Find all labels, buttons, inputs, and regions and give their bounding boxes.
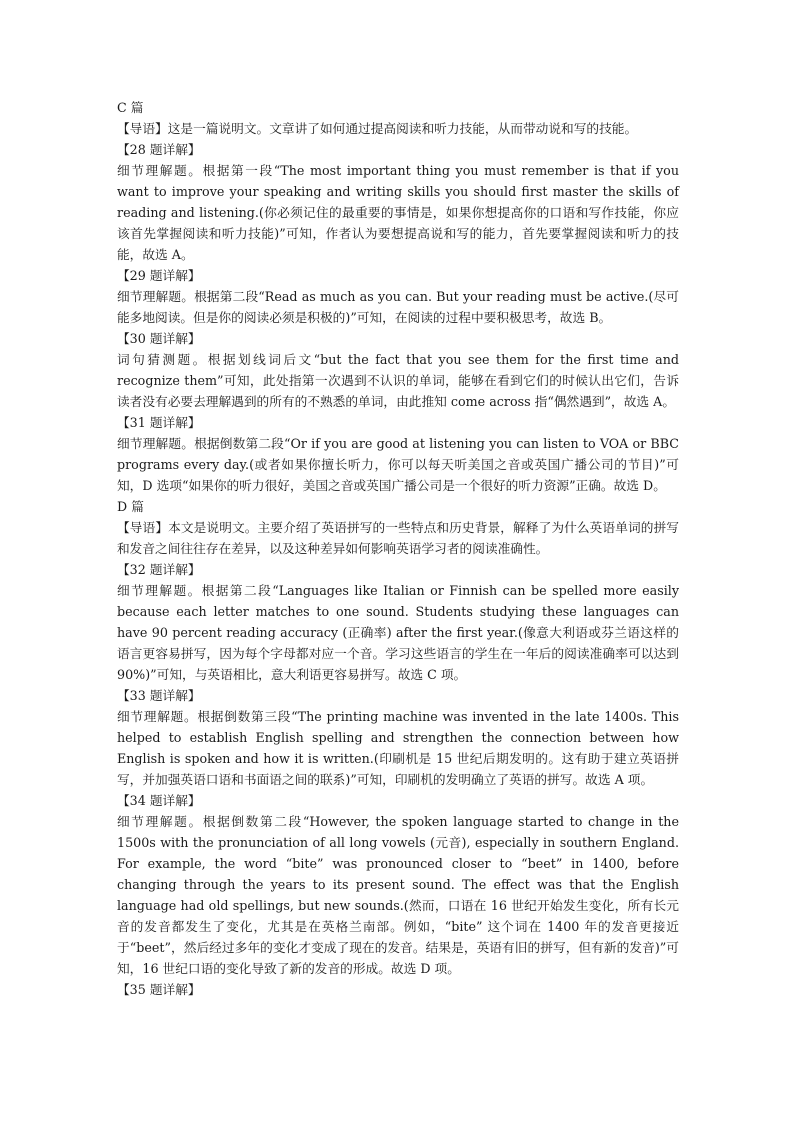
explanation-paragraph: 细节理解题。根据第二段“Read as much as you can. But your reading must be active.(尽可能多地阅读。但是你的阅读必须是积极的)”可知，在阅读的过程中要积极思考，故选 B。 — [117, 289, 679, 325]
question-heading: 【34 题详解】 — [117, 793, 201, 808]
explanation-paragraph: 词句猜测题。根据划线词后文“but the fact that you see them for the first time and recognize them”可知，此处指第一次遇到不认识的单词，能够在看到它们的时候认出它们，告诉读者没有必要去理解遇到的所有的不熟悉的单词，由此推知 come across 指“偶然遇到”，故选 A。 — [117, 352, 679, 409]
explanation-paragraph: 【导语】这是一篇说明文。文章讲了如何通过提高阅读和听力技能，从而带动说和写的技能。 — [117, 121, 638, 136]
answer-explanation-document — [117, 97, 679, 1000]
section-heading: D 篇 — [117, 499, 144, 514]
question-heading: 【33 题详解】 — [117, 688, 201, 703]
explanation-paragraph: 细节理解题。根据第一段“The most important thing you must remember is that if you want to improve your speaking and writing skills you should first master the skills of reading and listening.(你必须记住的最重要的事情是，如果你想提高你的口语和写作技能，你应该首先掌握阅读和听力技能)”可知，作者认为要想提高说和写的能力，首先要掌握阅读和听力的技能，故选 A。 — [117, 163, 679, 262]
question-heading: 【31 题详解】 — [117, 415, 201, 430]
question-heading: 【35 题详解】 — [117, 982, 201, 997]
explanation-paragraph: 【导语】本文是说明文。主要介绍了英语拼写的一些特点和历史背景，解释了为什么英语单词的拼写和发音之间往往存在差异，以及这种差异如何影响英语学习者的阅读准确性。 — [117, 520, 679, 556]
explanation-paragraph: 细节理解题。根据倒数第三段“The printing machine was invented in the late 1400s. This helped to establish English spelling and strengthen the connection between how English is spoken and how it is written.(印刷机是 15 世纪后期发明的。这有助于建立英语拼写，并加强英语口语和书面语之间的联系)”可知，印刷机的发明确立了英语的拼写。故选 A 项。 — [117, 709, 679, 787]
question-heading: 【32 题详解】 — [117, 562, 201, 577]
explanation-paragraph: 细节理解题。根据倒数第二段“However, the spoken language started to change in the 1500s with the pronunciation of all long vowels (元音), especially in southern England. For example, the word “bite” was pronounced closer to “beet” in 1400, before changing through the years to its present sound. The effect was that the English language had old spellings, but new sounds.(然而，口语在 16 世纪开始发生变化，所有长元音的发音都发生了变化，尤其是在英格兰南部。例如，“bite” 这个词在 1400 年的发音更接近于“beet”，然后经过多年的变化才变成了现在的发音。结果是，英语有旧的拼写，但有新的发音)”可知，16 世纪口语的变化导致了新的发音的形成。故选 D 项。 — [117, 814, 679, 976]
question-heading: 【30 题详解】 — [117, 331, 201, 346]
question-heading: 【28 题详解】 — [117, 142, 201, 157]
question-heading: 【29 题详解】 — [117, 268, 201, 283]
section-heading: C 篇 — [117, 100, 144, 115]
explanation-paragraph: 细节理解题。根据第二段“Languages like Italian or Finnish can be spelled more easily because each letter matches to one sound. Students studying these languages can have 90 percent reading accuracy (正确率) after the first year.(像意大利语或芬兰语这样的语言更容易拼写，因为每个字母都对应一个音。学习这些语言的学生在一年后的阅读准确率可以达到 90%)”可知，与英语相比，意大利语更容易拼写。故选 C 项。 — [117, 583, 679, 682]
explanation-paragraph: 细节理解题。根据倒数第二段“Or if you are good at listening you can listen to VOA or BBC programs every day.(或者如果你擅长听力，你可以每天听美国之音或英国广播公司的节目)”可知，D 选项“如果你的听力很好，美国之音或英国广播公司是一个很好的听力资源”正确。故选 D。 — [117, 436, 679, 493]
